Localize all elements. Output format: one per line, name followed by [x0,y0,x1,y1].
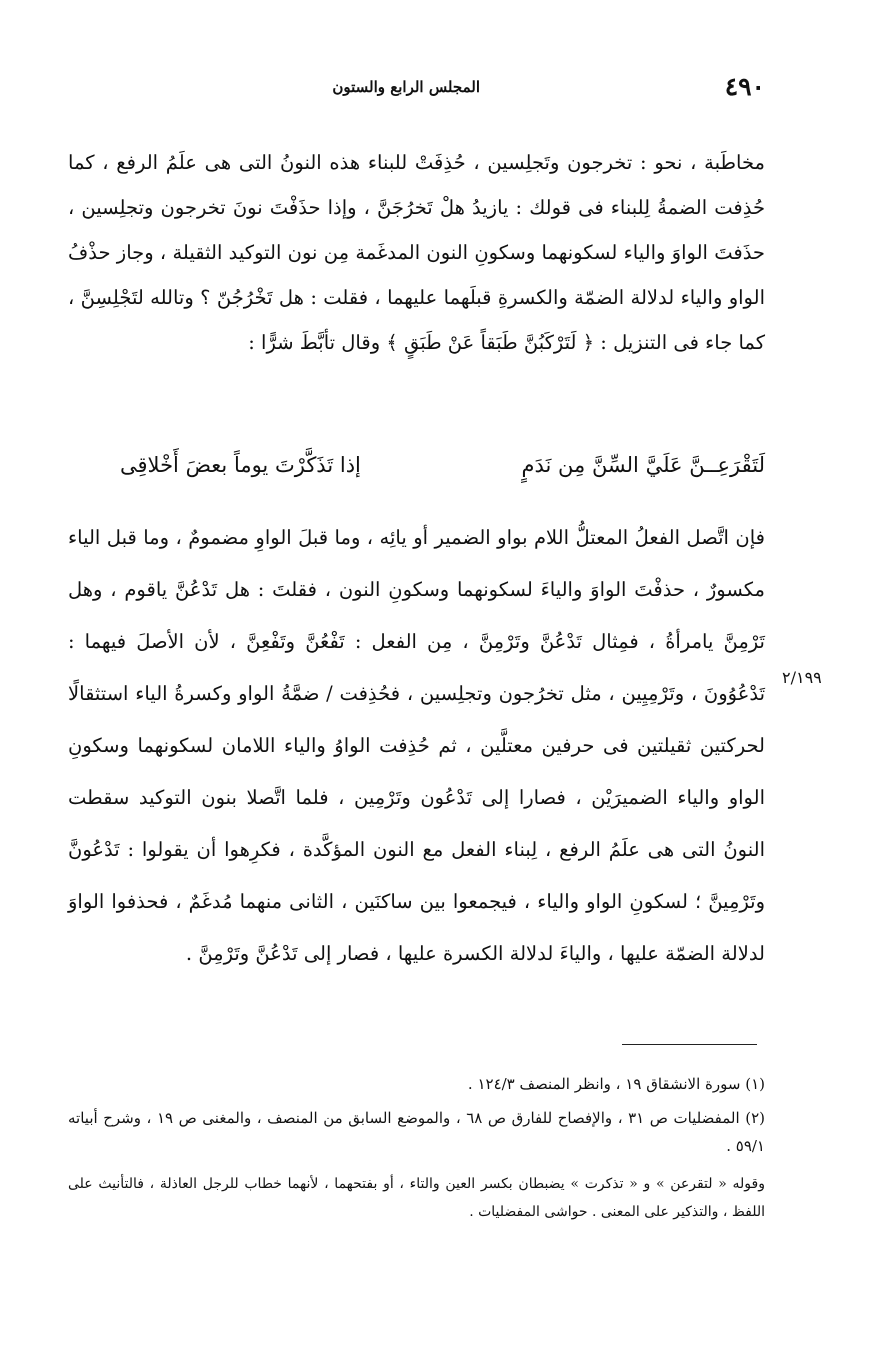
footnote-divider [622,1044,757,1045]
margin-reference: ٢/١٩٩ [782,668,822,687]
paragraph-text: مخاطَبة ، نحو : تخرجون وتَجلِسين ، حُذِفَتْ للبناء هذه النونُ التى هى علَمُ الرفع ، كما حُذِفت الضمةُ لِلبناء فى قولك : يازيدُ هلْ تَخرُجَنَّ ، وإذا حذَفْتَ نونَ تخرجون وتجلِسين ، حذَفتَ الواوَ والياء لسكونهما وسكونِ النون المدغَمة مِن نون التوكيد الثقيلة ، وجاز حذْفُ الواو والياء لدلالة الضمّة والكسرةِ قبلَهما عليهما ، فقلت : هل تَخْرُجُنّ ؟ وتالله لتَجْلِسِنَّ ، كما جاء فى التنزيل : ﴿ لَتَرْكَبُنَّ طَبَقاً عَنْ طَبَقٍ ﴾ وقال تأبَّطَ شرًّا : [68,151,765,354]
verse-second-hemistich: إذا تَذَكَّرْتَ يوماً بعضَ أَخْلاقِى [120,453,361,477]
poetry-verse [120,440,765,490]
footnote-1: (١) سورة الانشقاق ١٩ ، وانظر المنصف ١٢٤/٣ . [467,1075,765,1093]
body-paragraph-2 [68,512,765,980]
page-number: ٤٩٠ [724,72,765,101]
page-header [70,72,765,102]
footnote-2: (٢) المفضليات ص ٣١ ، والإفصاح للفارق ص ٦٨ ، والموضع السابق من المنصف ، والمغنى ص ١٩ ، وشرح أبياته ٥٩/١ . [68,1109,765,1155]
footnotes [68,1070,765,1232]
footnote-gloss: وقوله « لتقرعن » و « تذكرت » يضبطان بكسر العين والتاء ، أو بفتحهما ، لأنهما خطاب للرجل العاذلة ، فالتأنيث على اللفظ ، والتذكير على المعنى . حواشى المفضليات . [68,1176,765,1220]
body-paragraph-1 [68,140,765,365]
running-title: المجلس الرابع والستون [332,78,480,96]
verse-first-hemistich: لَتَقْرَعِــنَّ عَلَيَّ السِّنَّ مِن نَدَمٍ [521,453,765,477]
paragraph-text: فإن اتَّصل الفعلُ المعتلُّ اللام بواو الضمير أو يائِه ، وما قبلَ الواوِ مضمومٌ ، وما قبل الياء مكسورٌ ، حذفْتَ الواوَ والياءَ لسكونهما وسكونِ النون ، فقلتَ : هل تَدْعُنَّ ياقوم ، وهل تَرْمِنَّ يامرأةُ ، فمِثال تَدْعُنَّ وتَرْمِنَّ ، مِن الفعل : تَفْعُنَّ وتَفْعِنَّ ، لأن الأصلَ فيهما : تَدْعُوُونَ ، وتَرْمِيِين ، مثل تخرُجون وتجلِسين ، فحُذِفت / ضمَّةُ الواو وكسرةُ الياء استثقالًا لحركتين ثقيلتين فى حرفين معتلَّين ، ثم حُذِفت الواوُ والياء اللامان لسكونهما وسكونِ الواو والياء الضميرَيْن ، فصارا إلى تَدْعُون وتَرْمِين ، فلما اتَّصلا بنون التوكيد سقطت النونُ التى هى علَمُ الرفع ، لِبناء الفعل مع النون المؤكَّدة ، فكرِهوا أن يقولوا : تَدْعُونَّ وتَرْمِينَّ ؛ لسكونِ الواو والياء ، فيجمعوا بين ساكنَين ، الثانى منهما مُدغَمٌ ، فحذفوا الواوَ لدلالة الضمّة عليها ، والياءَ لدلالة الكسرة عليها ، فصار إلى تَدْعُنَّ وتَرْمِنَّ . [68,526,765,965]
